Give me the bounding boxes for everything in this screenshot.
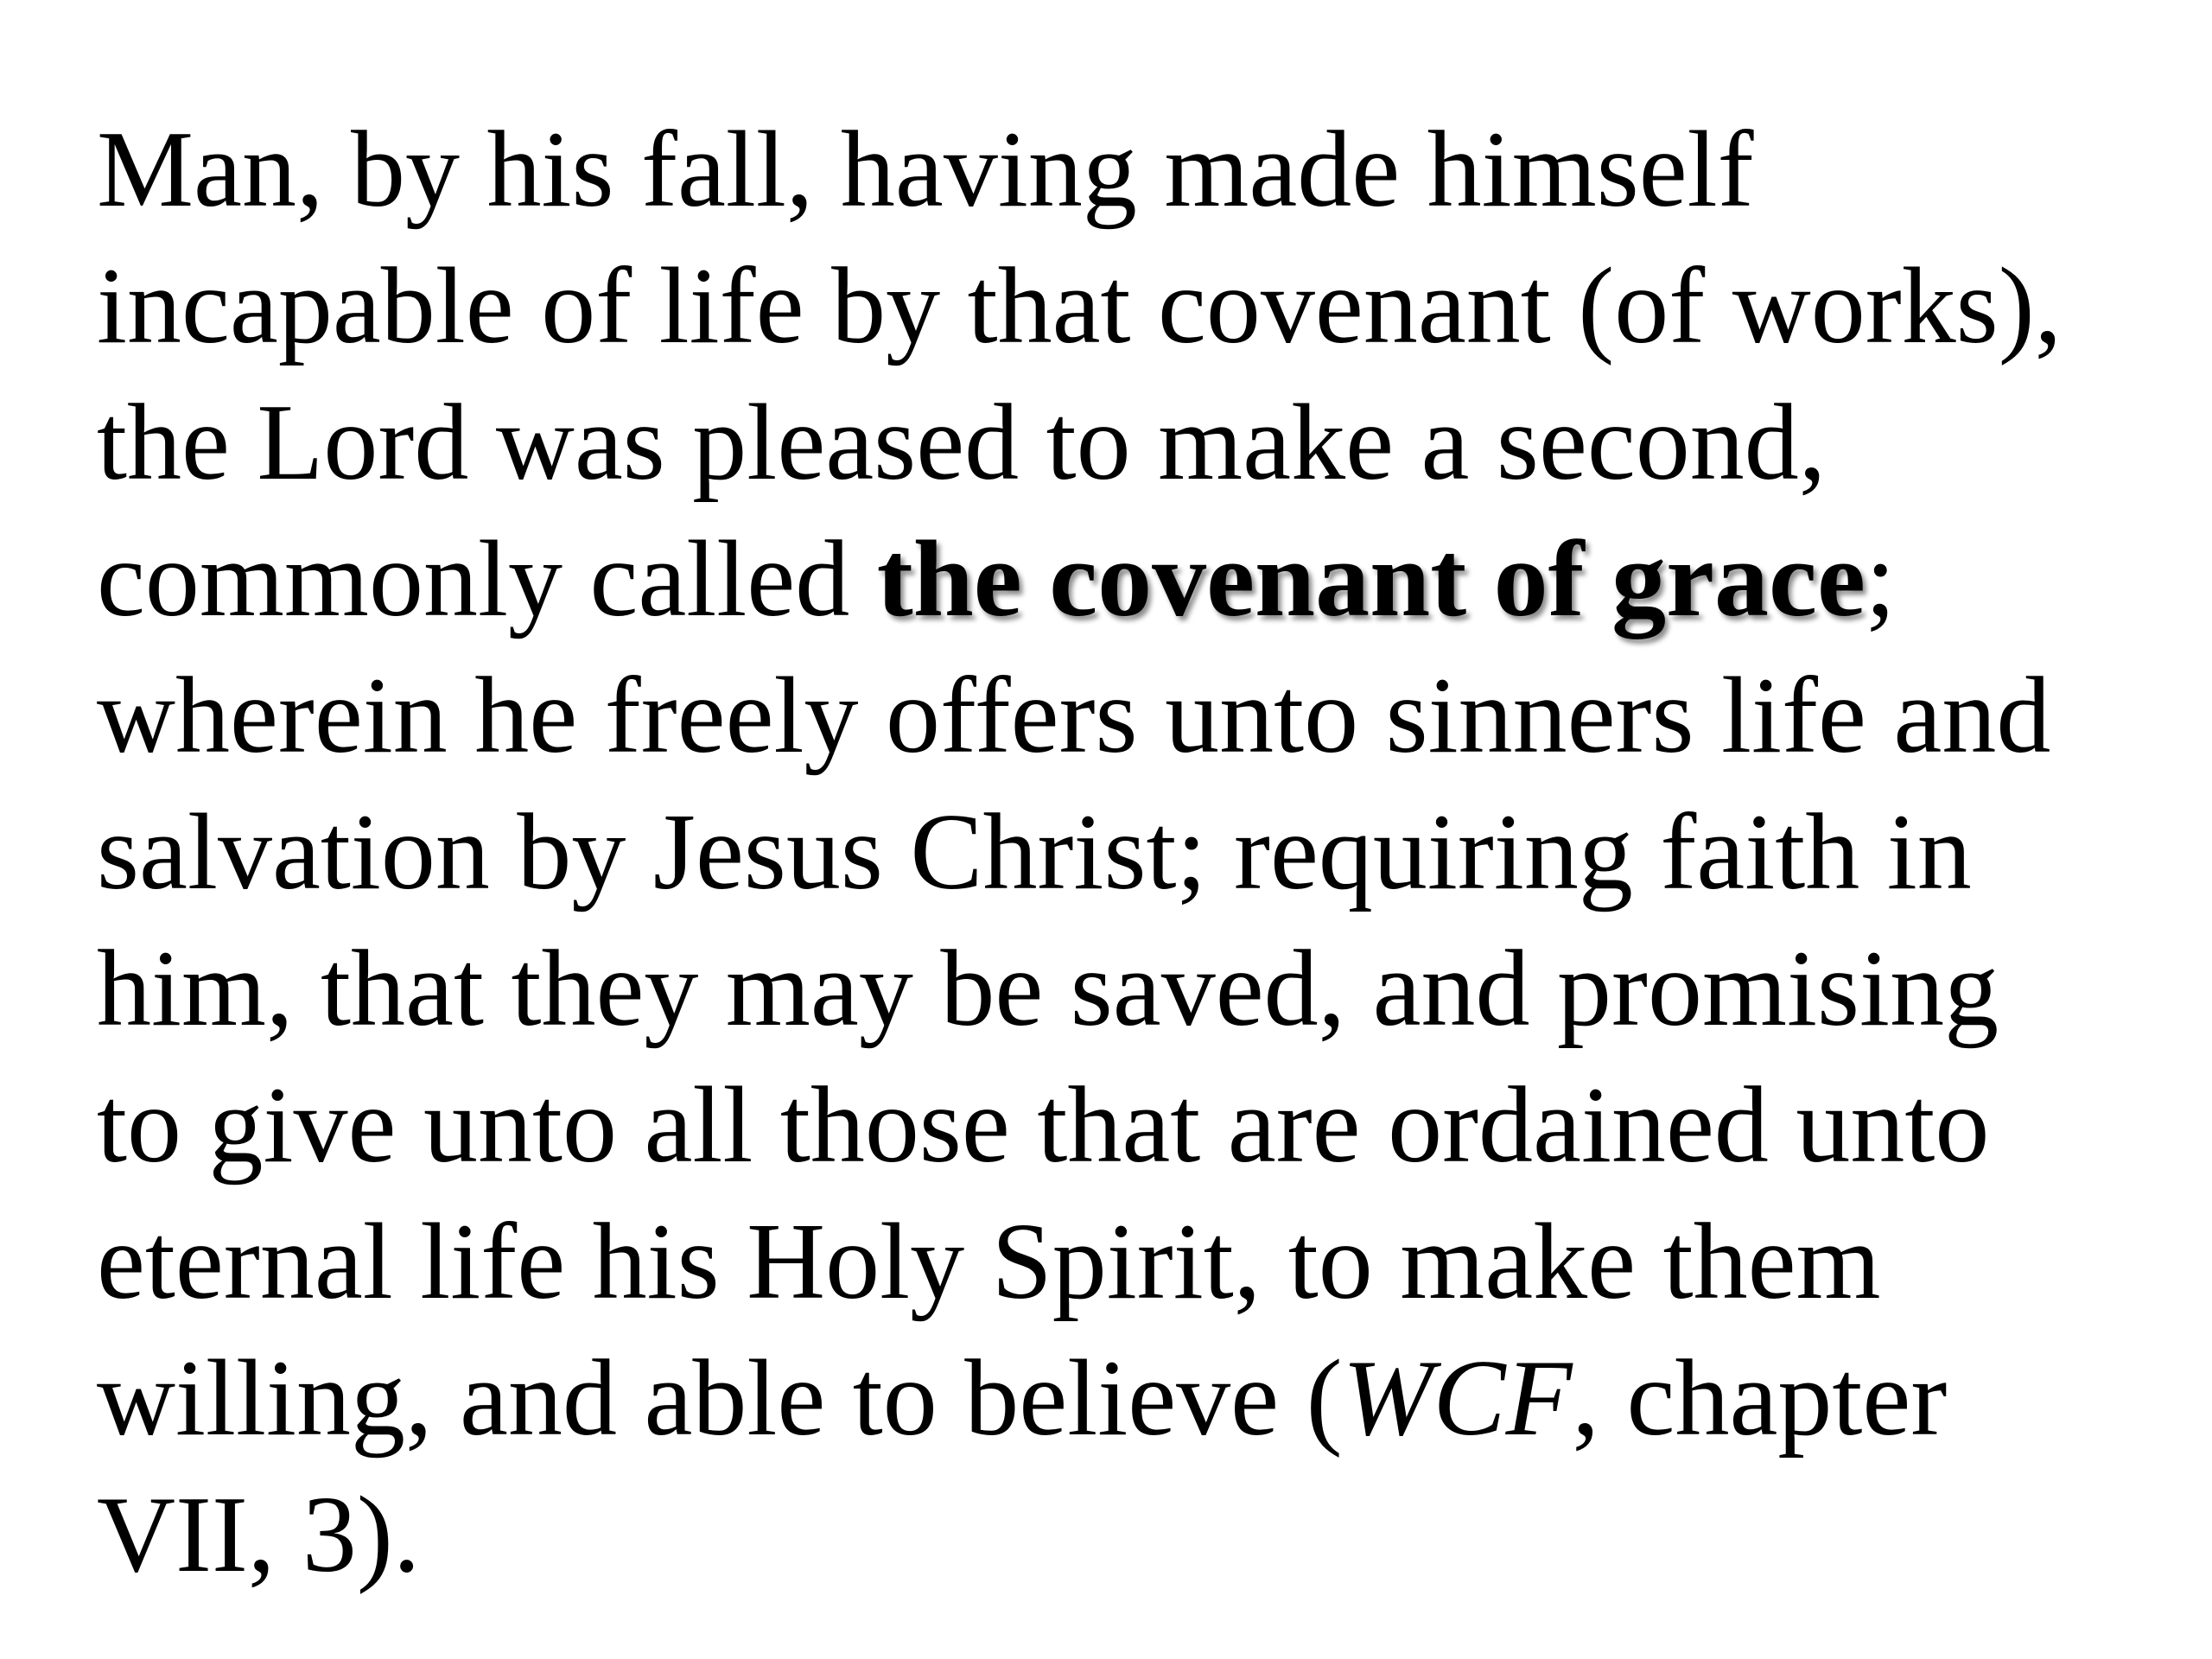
quote-paragraph — [97, 102, 2171, 1604]
text-line: VII, 3). — [97, 1475, 421, 1595]
text-line — [97, 1331, 2171, 1467]
text-line: Man, by his fall, having made himself — [97, 110, 1754, 230]
citation-abbreviation: WCF — [1342, 1338, 1573, 1459]
text-line: incapable of life by that covenant (of works), — [97, 246, 2063, 366]
text-line: to give unto all those that are ordained unto — [97, 1065, 1990, 1185]
text-fragment: willing, and able to believe ( — [97, 1338, 1343, 1459]
emphasized-term: the covenant of grace — [876, 519, 1866, 639]
text-line: him, that they may be saved, and promising — [97, 929, 1999, 1049]
text-fragment: ; — [1865, 519, 1896, 639]
text-fragment: commonly called — [97, 519, 877, 639]
text-line: eternal life his Holy Spirit, to make them — [97, 1202, 1881, 1322]
text-fragment: , chapter — [1572, 1338, 1948, 1459]
text-line: wherein he freely offers unto sinners life and — [97, 656, 2051, 776]
text-line: salvation by Jesus Christ; requiring faith in — [97, 792, 1972, 912]
text-line — [97, 512, 2171, 648]
text-line: the Lord was pleased to make a second, — [97, 383, 1827, 503]
